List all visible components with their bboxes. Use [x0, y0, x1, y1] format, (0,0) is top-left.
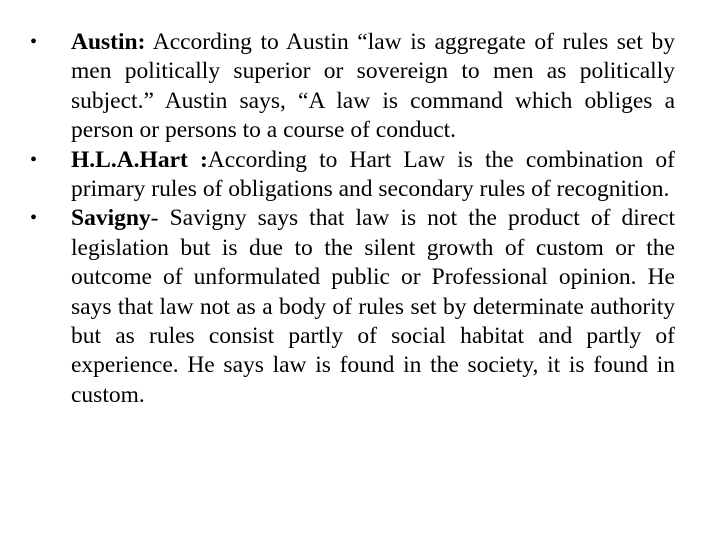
bullet-icon: •	[30, 31, 38, 53]
bullet-icon: •	[30, 207, 38, 230]
definition-savigny: Savigny says that law is not the product of direct legislation but is due to the silent growth of custom or the outcome of unformulated public or Professional opinion. He says that law not as a body of rules set by determinate authority but as rules consist partly of social habitat and partly of experience. He says law is found in the society, it is found in custom.	[71, 205, 676, 408]
term-hart: H.L.A.Hart :	[71, 146, 208, 173]
definitions-list	[30, 28, 675, 410]
list-item-hart	[30, 146, 675, 205]
definition-hart: According to Hart Law is the combination of primary rules of obligations and secondary rules of recognition.	[71, 146, 675, 203]
list-item-austin	[30, 28, 675, 146]
separator	[145, 29, 152, 55]
term-savigny: Savigny	[71, 205, 151, 232]
bullet-icon: •	[30, 148, 38, 171]
list-item-savigny	[30, 204, 675, 410]
separator: -	[150, 205, 170, 232]
definition-austin: According to Austin “law is aggregate of rules set by men politically superior or sovereign to men as politically subject.” Austin says, “A law is command which obliges a person or persons to a course of conduct.	[71, 29, 675, 144]
term-austin: Austin:	[71, 29, 146, 55]
